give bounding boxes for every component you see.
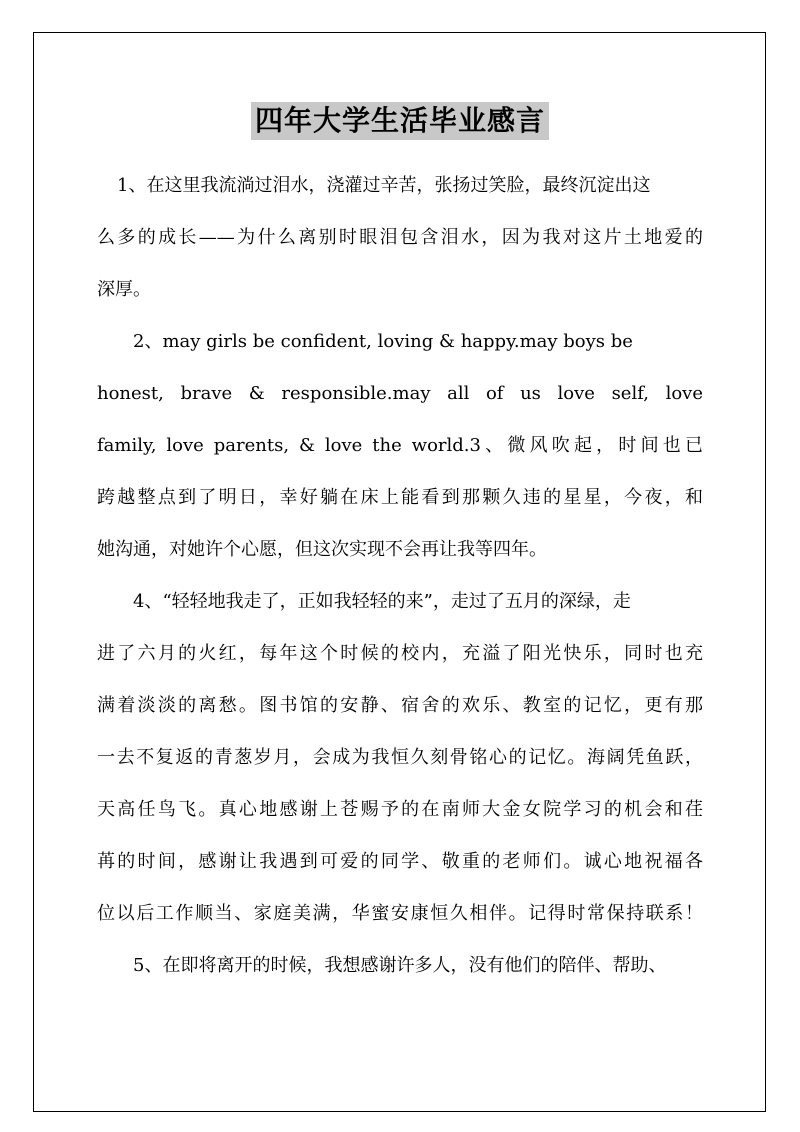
paragraph-2-line-4: 跨越整点到了明日，幸好躺在床上能看到那颗久违的星星，今夜，和	[97, 487, 703, 508]
paragraph-1-line-2: 么多的成长——为什么离别时眼泪包含泪水，因为我对这片土地爱的	[97, 227, 703, 248]
paragraph-3-line-2: 进了六月的火红，每年这个时候的校内，充溢了阳光快乐，同时也充	[97, 643, 703, 664]
paragraph-1-line-3: 深厚。	[97, 279, 151, 300]
paragraph-3-line-3: 满着淡淡的离愁。图书馆的安静、宿舍的欢乐、教室的记忆，更有那	[97, 695, 703, 716]
paragraph-3-line-6: 苒的时间，感谢让我遇到可爱的同学、敬重的老师们。诚心地祝福各	[97, 851, 703, 872]
paragraph-2-line-5: 她沟通，对她许个心愿，但这次实现不会再让我等四年。	[97, 539, 547, 560]
title-container	[0, 102, 800, 140]
paragraph-1-line-1: 1、在这里我流淌过泪水，浇灌过辛苦，张扬过笑脸，最终沉淀出这	[117, 175, 651, 196]
paragraph-3-line-4: 一去不复返的青葱岁月，会成为我恒久刻骨铭心的记忆。海阔凭鱼跃，	[97, 747, 703, 768]
paragraph-2-line-1: 2、may girls be confident, loving & happy.may boys be	[133, 331, 633, 352]
document-title: 四年大学生活毕业感言	[251, 102, 549, 140]
paragraph-3-line-1: 4、“轻轻地我走了，正如我轻轻的来”，走过了五月的深绿，走	[133, 591, 631, 612]
paragraph-3-line-5: 天高任鸟飞。真心地感谢上苍赐予的在南师大金女院学习的机会和荏	[97, 799, 703, 820]
paragraph-4-line-1: 5、在即将离开的时候，我想感谢许多人，没有他们的陪伴、帮助、	[133, 955, 667, 976]
paragraph-2-line-2: honest, brave & responsible.may all of us love self, love	[97, 383, 703, 404]
paragraph-3-line-7: 位以后工作顺当、家庭美满，华蜜安康恒久相伴。记得时常保持联系！	[97, 903, 703, 924]
paragraph-2-line-3: family, love parents, & love the world.3、微风吹起，时间也已	[97, 435, 703, 456]
document-body	[97, 160, 703, 992]
